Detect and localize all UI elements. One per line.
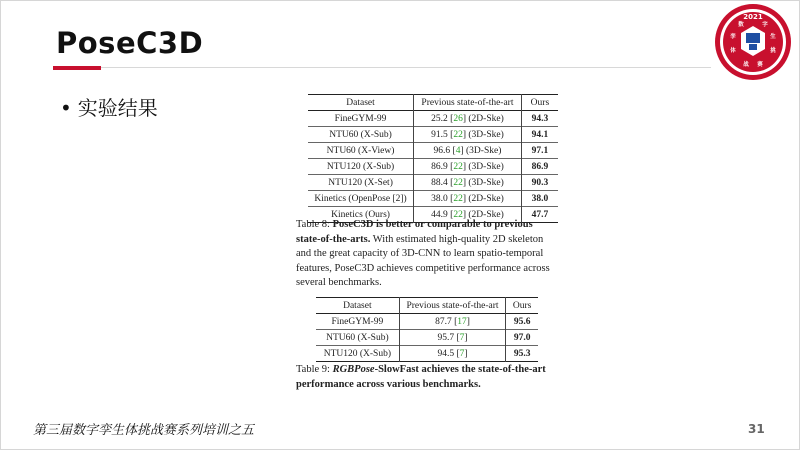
logo-year: 2021 xyxy=(743,13,763,21)
title-divider xyxy=(101,67,711,68)
logo-char: 字 xyxy=(762,22,768,28)
prev-method: (3D-Ske) xyxy=(468,177,504,188)
prev-method: (2D-Ske) xyxy=(468,209,504,220)
bullet-dot-icon: • xyxy=(60,96,72,120)
cell-dataset: NTU60 (X-Sub) xyxy=(326,332,389,343)
cell-dataset: NTU120 (X-Sub) xyxy=(323,348,391,359)
prev-value: 87.7 xyxy=(435,316,452,327)
header-previous-sota: Previous state-of-the-art xyxy=(399,298,506,314)
header-ours: Ours xyxy=(521,95,558,111)
cell-dataset: NTU60 (X-Sub) xyxy=(329,129,392,140)
logo-char: 生 xyxy=(770,34,776,40)
cell-dataset: NTU60 (X-View) xyxy=(326,145,395,156)
cell-previous-sota: 86.9 [22] (3D-Ske) xyxy=(414,159,522,175)
cell-previous-sota: 88.4 [22] (3D-Ske) xyxy=(414,175,522,191)
cell-ours: 47.7 xyxy=(521,207,558,223)
citation-ref: 22 xyxy=(453,193,463,204)
prev-method: (3D-Ske) xyxy=(468,129,504,140)
citation-ref: 7 xyxy=(459,348,465,359)
prev-value: 25.2 xyxy=(431,113,448,124)
prev-value: 38.0 xyxy=(431,193,448,204)
table-row xyxy=(308,191,558,207)
prev-value: 95.7 xyxy=(437,332,455,343)
table-header-row xyxy=(308,95,558,111)
citation-ref: 7 xyxy=(459,332,465,343)
table-row xyxy=(308,111,558,127)
cell-dataset: Kinetics (OpenPose [2]) xyxy=(314,193,407,204)
cell-previous-sota: 95.7 [7] xyxy=(399,330,506,346)
cell-ours: 95.3 xyxy=(506,346,538,362)
logo-char: 数 xyxy=(738,22,744,28)
cell-ours: 97.1 xyxy=(521,143,558,159)
cell-previous-sota: 87.7 [17] xyxy=(399,314,506,330)
cell-previous-sota: 91.5 [22] (3D-Ske) xyxy=(414,127,522,143)
caption-bold-italic: RGBPose xyxy=(332,364,375,375)
cell-ours: 38.0 xyxy=(521,191,558,207)
table-row xyxy=(308,159,558,175)
cell-dataset: NTU120 (X-Set) xyxy=(328,177,393,188)
header-dataset: Dataset xyxy=(346,97,375,108)
cell-ours: 86.9 xyxy=(521,159,558,175)
cell-previous-sota: 94.5 [7] xyxy=(399,346,506,362)
title-accent-bar xyxy=(53,66,101,70)
slide-title: PoseC3D xyxy=(56,26,204,60)
prev-method: (3D-Ske) xyxy=(466,145,502,156)
logo-char: 体 xyxy=(730,48,736,54)
table-row xyxy=(316,314,538,330)
citation-ref: 26 xyxy=(453,113,463,124)
citation-ref: 22 xyxy=(453,161,463,172)
table-8-caption xyxy=(296,218,558,291)
table-row xyxy=(308,143,558,159)
results-table-8 xyxy=(308,94,558,223)
citation-ref: 17 xyxy=(457,316,467,327)
table-row xyxy=(308,175,558,191)
logo-char: 孪 xyxy=(730,34,736,40)
cell-dataset: FineGYM-99 xyxy=(331,316,384,327)
prev-value: 96.6 xyxy=(433,145,451,156)
citation-ref: 22 xyxy=(453,129,463,140)
cell-previous-sota: 38.0 [22] (2D-Ske) xyxy=(414,191,522,207)
prev-method: (2D-Ske) xyxy=(468,113,504,124)
header-dataset: Dataset xyxy=(343,300,372,311)
caption-body: With estimated high-quality 2D skeleton and the great capacity of 3D-CNN to learn spatio-temporal features, PoseC3D achieves competitive performance across several benchmarks. xyxy=(296,233,550,288)
cell-dataset: Kinetics (Ours) xyxy=(331,209,390,220)
prev-method: (2D-Ske) xyxy=(468,193,504,204)
caption-label: Table 9: xyxy=(296,364,330,375)
cell-dataset: NTU120 (X-Sub) xyxy=(326,161,395,172)
results-table-9 xyxy=(316,297,538,362)
bullet-text: 实验结果 xyxy=(77,96,158,120)
table-header-row xyxy=(316,298,538,314)
cell-previous-sota: 25.2 [26] (2D-Ske) xyxy=(414,111,522,127)
cell-ours: 94.3 xyxy=(521,111,558,127)
prev-method: (3D-Ske) xyxy=(468,161,504,172)
citation-ref: 4 xyxy=(455,145,461,156)
prev-value: 88.4 xyxy=(431,177,448,188)
table-row xyxy=(308,127,558,143)
table-9-caption xyxy=(296,363,558,392)
logo-cube-icon xyxy=(746,33,760,43)
cell-dataset: FineGYM-99 xyxy=(334,113,387,124)
footer-series-title: 第三届数字孪生体挑战赛系列培训之五 xyxy=(33,423,255,438)
table-row xyxy=(316,330,538,346)
cell-ours: 94.1 xyxy=(521,127,558,143)
citation-ref: 22 xyxy=(453,177,463,188)
prev-value: 86.9 xyxy=(431,161,448,172)
table-row xyxy=(316,346,538,362)
bullet-item xyxy=(60,92,158,121)
cell-previous-sota: 96.6 [4] (3D-Ske) xyxy=(414,143,522,159)
caption-bold: PoseC3D is better or comparable to previous state-of-the-arts. xyxy=(296,219,533,245)
header-previous-sota: Previous state-of-the-art xyxy=(414,95,522,111)
logo-char: 赛 xyxy=(757,62,763,68)
page-number: 31 xyxy=(748,422,765,436)
caption-label: Table 8: xyxy=(296,219,330,230)
logo-char: 战 xyxy=(743,62,749,68)
prev-value: 94.5 xyxy=(437,348,455,359)
cell-ours: 97.0 xyxy=(506,330,538,346)
caption-bold: -SlowFast achieves the state-of-the-art performance across various benchmarks. xyxy=(296,364,546,390)
prev-value: 44.9 xyxy=(431,209,448,220)
prev-value: 91.5 xyxy=(431,129,448,140)
header-ours: Ours xyxy=(506,298,538,314)
logo-char: 挑 xyxy=(770,48,776,54)
citation-ref: 22 xyxy=(453,209,463,220)
competition-logo xyxy=(713,2,793,82)
cell-ours: 90.3 xyxy=(521,175,558,191)
cell-previous-sota: 44.9 [22] (2D-Ske) xyxy=(414,207,522,223)
cell-ours: 95.6 xyxy=(506,314,538,330)
